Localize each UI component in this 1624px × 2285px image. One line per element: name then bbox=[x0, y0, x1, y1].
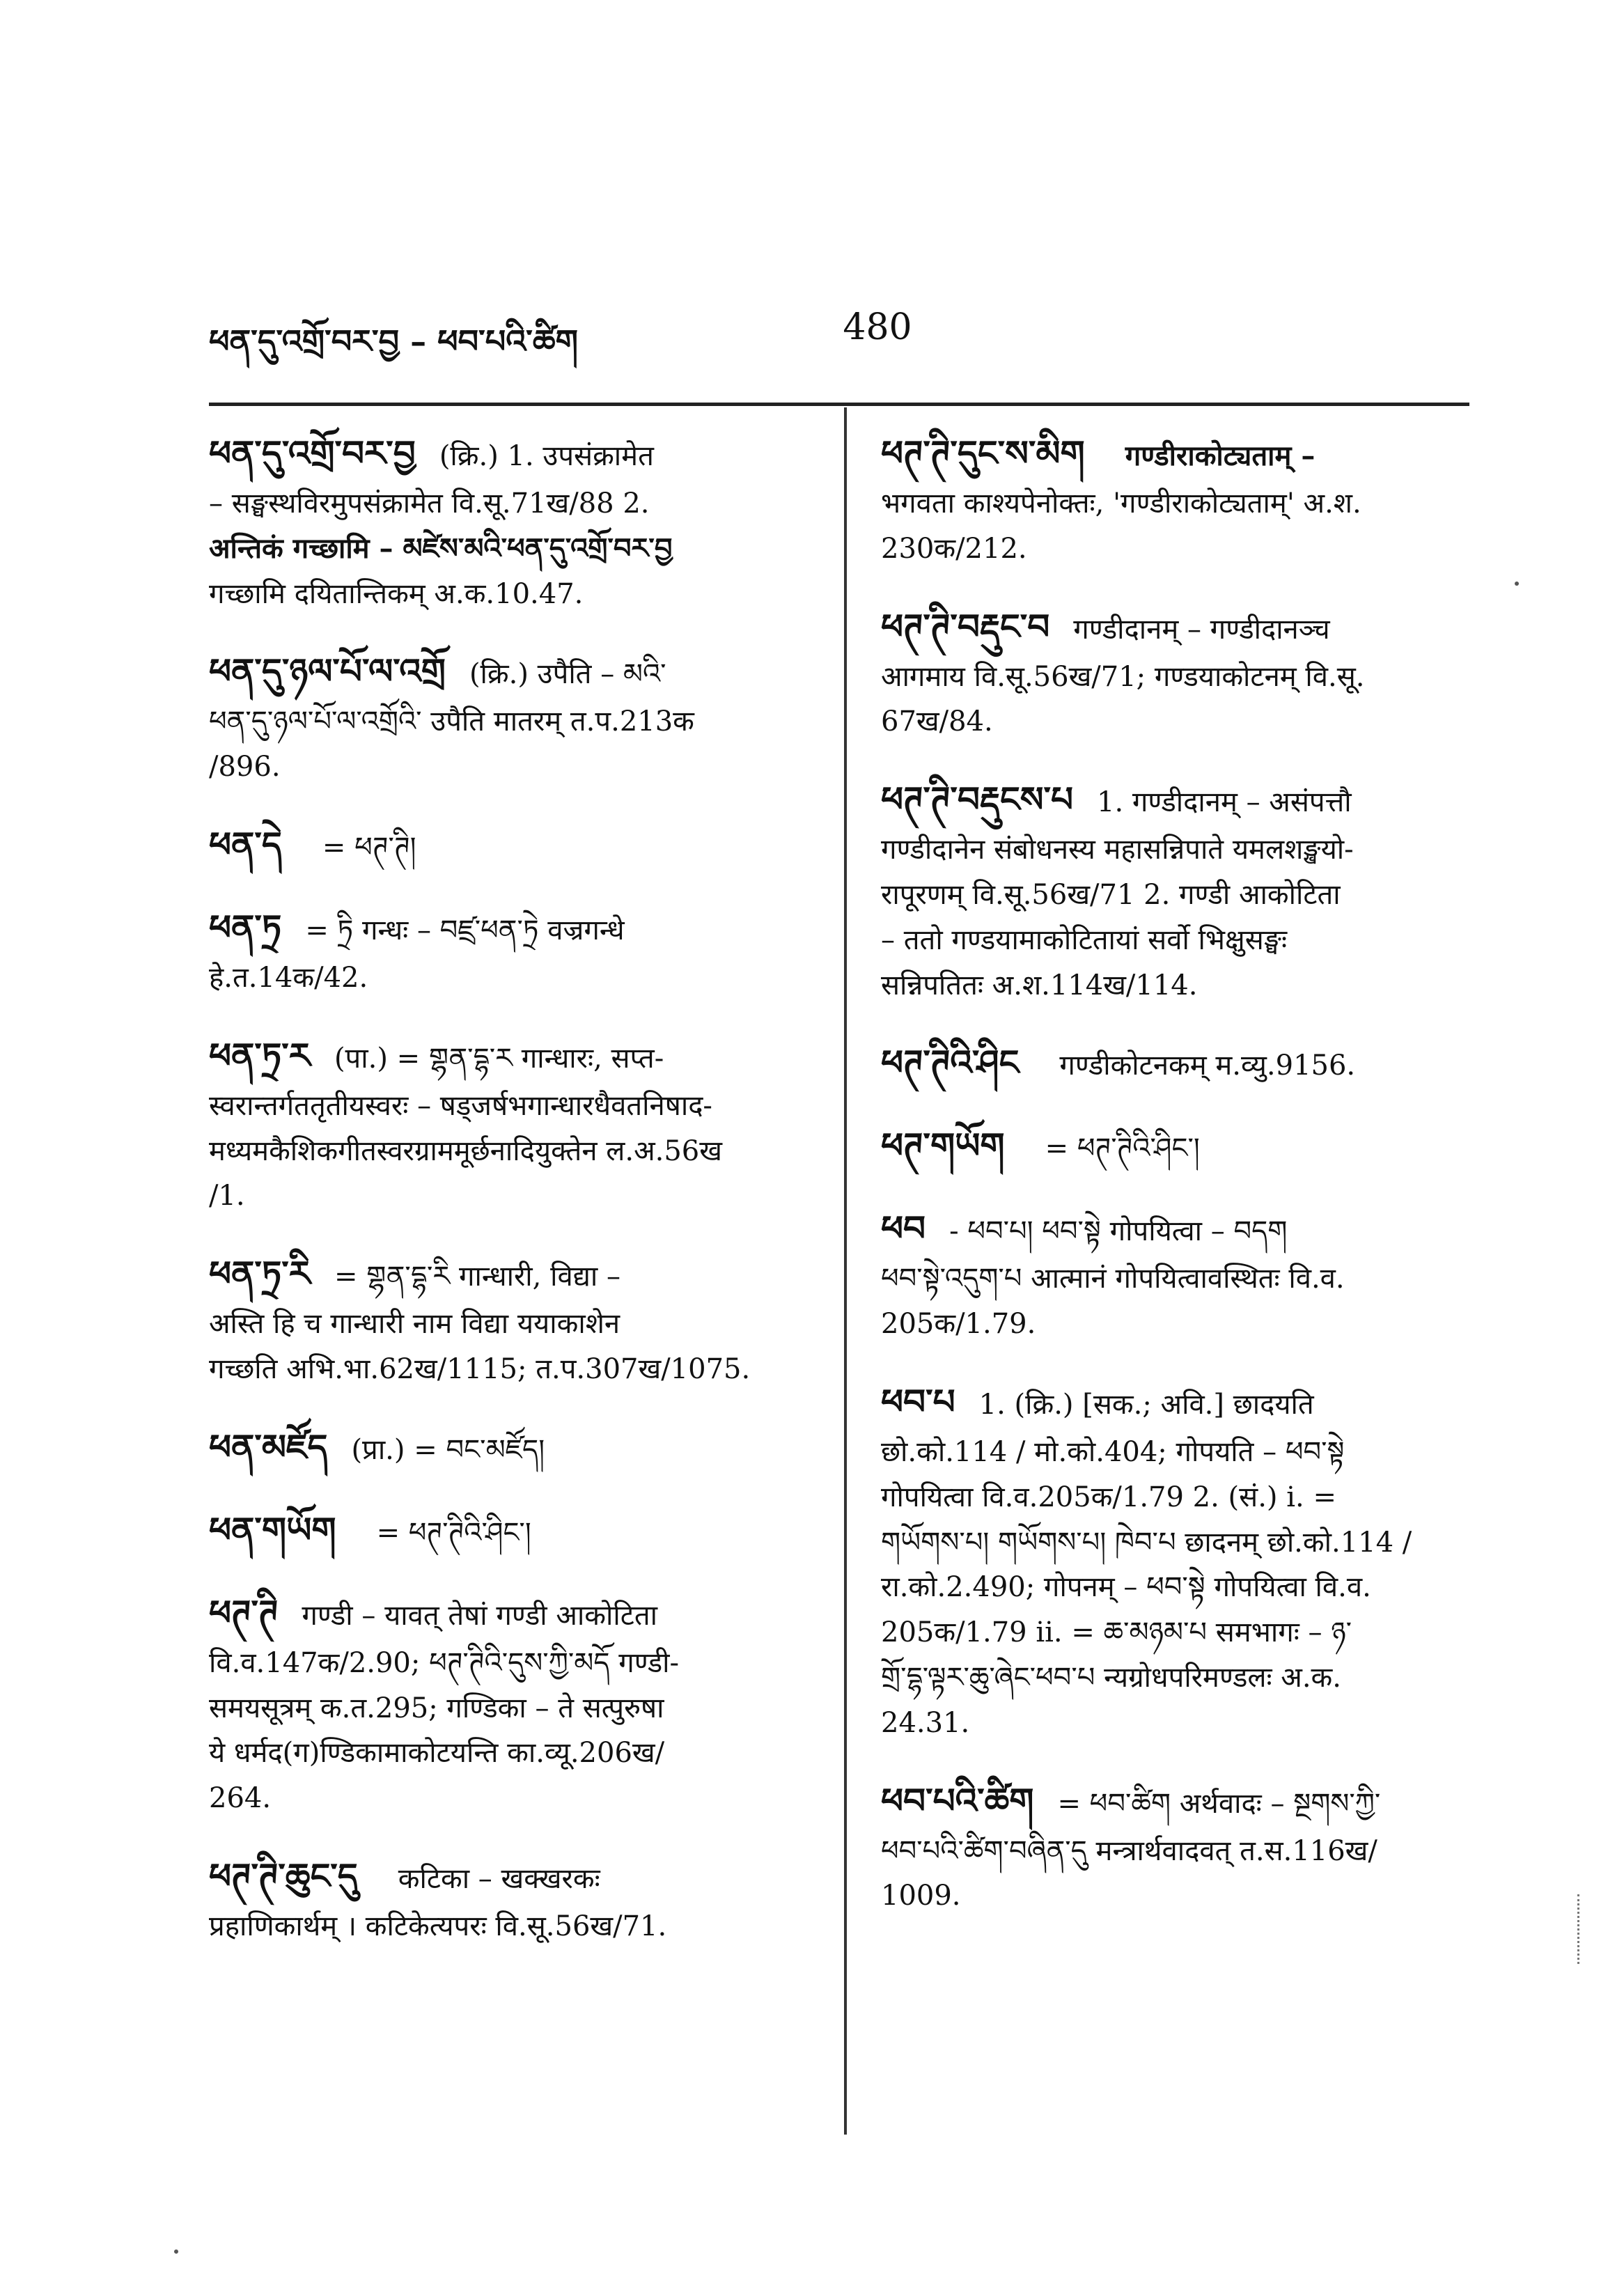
entry-line: = ཕཊ་ཊིའི་ཤིང༌། bbox=[1045, 1132, 1200, 1165]
entry-line: सन्निपतितः अ.श.114ख/114. bbox=[881, 969, 1198, 1001]
entry-headword: ཕཊ་ཊི་དུང་ས་མིག bbox=[881, 432, 1085, 474]
column-divider bbox=[844, 407, 847, 2135]
entry-headword: ཕན་དེ bbox=[209, 823, 282, 865]
dictionary-entry bbox=[881, 1117, 1469, 1173]
entry-line: ཕན་དུ་ཉལ་པོ་ལ་འགྲོའི་ उपैति मातरम् त.प.213क bbox=[209, 705, 694, 738]
entry-headword: ཕཊ་ཊི་བརྡུངས་པ bbox=[881, 779, 1073, 820]
dictionary-entry bbox=[209, 1419, 815, 1475]
entry-headword: ཕཊ་ཊི་བརྡུང་བ bbox=[881, 605, 1050, 647]
entry-line: (प्रा.) = བང་མཛོད། bbox=[351, 1433, 545, 1466]
entry-line: समयसूत्रम् क.त.295; गण्डिका – ते सत्पुरुषा bbox=[209, 1692, 664, 1724]
top-rule bbox=[209, 403, 1469, 406]
dictionary-entry bbox=[209, 1027, 815, 1219]
entry-headword: ཕན་ཏྲ་ར bbox=[209, 1034, 311, 1076]
entry-line: स्वरान्तर्गततृतीयस्वरः – षड्जर्षभगान्धारधैवतनिषाद- bbox=[209, 1089, 712, 1122]
dictionary-entry bbox=[209, 643, 815, 790]
entry-headword: ཕན་གཡོག bbox=[209, 1508, 336, 1550]
entry-line: 1. (क्रि.) [सक.; अवि.] छादयति bbox=[978, 1388, 1314, 1421]
dictionary-entry bbox=[881, 1200, 1469, 1347]
entry-line: वि.व.147क/2.90; ཕཊ་ཊིའི་དུས་ཀྱི་མདོ गण्डी- bbox=[209, 1646, 680, 1679]
entry-headword: ཕན་དུ་ཉལ་པོ་ལ་འགྲོ bbox=[209, 650, 446, 692]
entry-line: गोपयित्वा वि.व.205क/1.79 2. (सं.) i. = bbox=[881, 1481, 1336, 1513]
entry-line: अन्तिकं गच्छामि – མཛེས་མའི་ཕན་དུ་འགྲོ་བར་བྱ bbox=[209, 531, 673, 565]
entry-line: /896. bbox=[209, 751, 281, 783]
entry-line: गण्डी – यावत् तेषां गण्डी आकोटिता bbox=[302, 1599, 658, 1632]
entry-line: रा.को.2.490; गोपनम् – ཕབ་སྟེ गोपयित्वा वि.व. bbox=[881, 1571, 1371, 1604]
entry-line: गच्छामि दयितान्तिकम् अ.क.10.47. bbox=[209, 577, 584, 610]
entry-line: 205क/1.79 ii. = ཆ་མཉམ་པ समभागः – ཉ་ bbox=[881, 1616, 1352, 1649]
entry-line: – ततो गण्डयामाकोटितायां सर्वो भिक्षुसङ्घः bbox=[881, 923, 1288, 956]
entry-line: गण्डीदानम् – गण्डीदानञ्च bbox=[1073, 613, 1330, 646]
dictionary-entry bbox=[881, 771, 1469, 1008]
running-head: ཕན་དུ་འགྲོ་བར་བྱ – ཕབ་པའི་ཚིག bbox=[209, 322, 578, 360]
entry-headword: ཕབ་པའི་ཚིག bbox=[881, 1779, 1034, 1821]
entry-line: 67ख/84. bbox=[881, 705, 993, 738]
dictionary-entry bbox=[881, 425, 1469, 572]
dictionary-entry bbox=[881, 1034, 1469, 1091]
entry-line: भगवता काश्यपेनोक्तः, 'गण्डीराकोट्यताम्' अ.श. bbox=[881, 488, 1361, 520]
entry-headword: ཕཊ་གཡོག bbox=[881, 1125, 1005, 1167]
entry-headword: ཕན་མཛོད bbox=[209, 1426, 328, 1467]
entry-headword: ཕབ་པ bbox=[881, 1380, 955, 1422]
entry-line: ཕབ་པའི་ཚིག་བཞིན་དུ मन्त्रार्थवादवत् त.स.116ख/ bbox=[881, 1834, 1377, 1867]
entry-headword: ཕཊ་ཊི bbox=[209, 1591, 279, 1633]
entry-line: गण्डीदानेन संबोधनस्य महासन्निपाते यमलशङ्खयो- bbox=[881, 834, 1354, 866]
entry-line: कटिका – खक्खरकः bbox=[398, 1862, 600, 1895]
page-number: 480 bbox=[843, 306, 912, 348]
dictionary-entry bbox=[881, 1772, 1469, 1919]
right-column bbox=[881, 425, 1469, 1945]
entry-line: 264. bbox=[209, 1782, 272, 1815]
entry-line: ये धर्मद(ग)ण्डिकामाकोटयन्ति का.व्यू.206ख/ bbox=[209, 1737, 665, 1770]
entry-line: 1009. bbox=[881, 1880, 961, 1912]
entry-line: (क्रि.) उपैति – མའི་ bbox=[469, 658, 666, 691]
entry-line: गण्डीराकोट्यताम् – bbox=[1125, 439, 1315, 472]
entry-line: प्रहाणिकार्थम् । कटिकेत्यपरः वि.सू.56ख/71. bbox=[209, 1910, 667, 1942]
dictionary-entry bbox=[209, 1502, 815, 1558]
entry-line: आगमाय वि.सू.56ख/71; गण्डयाकोटनम् वि.सू. bbox=[881, 660, 1365, 693]
entry-headword: ཕན་དུ་འགྲོ་བར་བྱ bbox=[209, 432, 416, 474]
dictionary-entry bbox=[209, 1848, 815, 1949]
entry-line: /1. bbox=[209, 1180, 245, 1212]
scan-speck bbox=[1515, 582, 1519, 586]
dictionary-entry bbox=[209, 816, 815, 873]
entry-line: གཡོགས་པ། གཡོགས་པ། ཁེབ་པ छादनम् छो.को.114 / bbox=[881, 1526, 1412, 1559]
scan-edge-marks bbox=[1577, 1894, 1584, 1964]
dictionary-entry bbox=[881, 598, 1469, 745]
dictionary-entry bbox=[209, 1584, 815, 1821]
dictionary-entry bbox=[209, 1245, 815, 1392]
entry-headword: ཕན་ཏྲ bbox=[209, 906, 282, 948]
entry-line: अस्ति हि च गान्धारी नाम विद्या ययाकाशेन bbox=[209, 1308, 620, 1341]
entry-headword: ཕབ bbox=[881, 1208, 926, 1249]
entry-line: གྲོ་དྷ་ལྟར་ཆུ་ཞེང་ཕབ་པ न्यग्रोधपरिमण्डलः अ.क. bbox=[881, 1661, 1341, 1694]
entry-line: 230क/212. bbox=[881, 532, 1027, 565]
dictionary-entry bbox=[881, 1373, 1469, 1746]
scan-speck bbox=[174, 2249, 178, 2254]
entry-line: 1. गण्डीदानम् – असंपत्तौ bbox=[1097, 786, 1352, 819]
dictionary-entry bbox=[209, 425, 815, 616]
entry-line: छो.को.114 / मो.को.404; गोपयति – ཕབ་སྟེ bbox=[881, 1435, 1345, 1468]
entry-line: हे.त.14क/42. bbox=[209, 961, 368, 994]
entry-line: रापूरणम् वि.सू.56ख/71 2. गण्डी आकोटिता bbox=[881, 878, 1341, 911]
entry-line: गण्डीकोटनकम् म.व्यु.9156. bbox=[1059, 1050, 1356, 1082]
entry-line: (क्रि.) 1. उपसंक्रामेत bbox=[439, 440, 654, 472]
entry-line: 205क/1.79. bbox=[881, 1308, 1036, 1341]
entry-line: = ཕཊ་ཊི། bbox=[322, 831, 416, 864]
entry-line: गच्छति अभि.भा.62ख/1115; त.प.307ख/1075. bbox=[209, 1352, 751, 1385]
entry-line: 24.31. bbox=[881, 1706, 970, 1739]
dictionary-entry bbox=[209, 899, 815, 1001]
entry-line: मध्यमकैशिकगीतस्वरग्राममूर्छनादियुक्तेन ल.अ.56ख bbox=[209, 1134, 722, 1167]
entry-line: = ཕབ་ཚིག अर्थवादः – སྔགས་ཀྱི་ bbox=[1057, 1787, 1381, 1820]
entry-line: – सङ्घस्थविरमुपसंक्रामेत वि.सू.71ख/88 2. bbox=[209, 488, 650, 520]
left-column bbox=[209, 425, 815, 1976]
entry-line: (पा.) = གྷན་དྷ་ར गान्धारः, सप्त- bbox=[334, 1042, 664, 1075]
entry-headword: ཕཊ་ཊི་ཆུང་དུ bbox=[209, 1855, 358, 1896]
entry-line: - ཕབ་པ། ཕབ་སྟེ गोपयित्वा – བདག bbox=[949, 1215, 1288, 1248]
entry-line: = ཏྲི गन्धः – བཛྲ་ཕན་ཏྲེ वज्रगन्धे bbox=[305, 914, 625, 946]
entry-headword: ཕཊ་ཊིའི་ཤིང bbox=[881, 1042, 1020, 1084]
entry-line: ཕབ་སྟེ་འདུག་པ आत्मानं गोपयित्वावस्थितः वि.व. bbox=[881, 1263, 1345, 1295]
entry-line: = གྷན་དྷ་རི गान्धारी, विद्या – bbox=[334, 1261, 620, 1293]
entry-headword: ཕན་ཏྲ་རི bbox=[209, 1253, 311, 1295]
entry-line: = ཕཊ་ཊིའི་ཤིང༌། bbox=[376, 1516, 531, 1549]
